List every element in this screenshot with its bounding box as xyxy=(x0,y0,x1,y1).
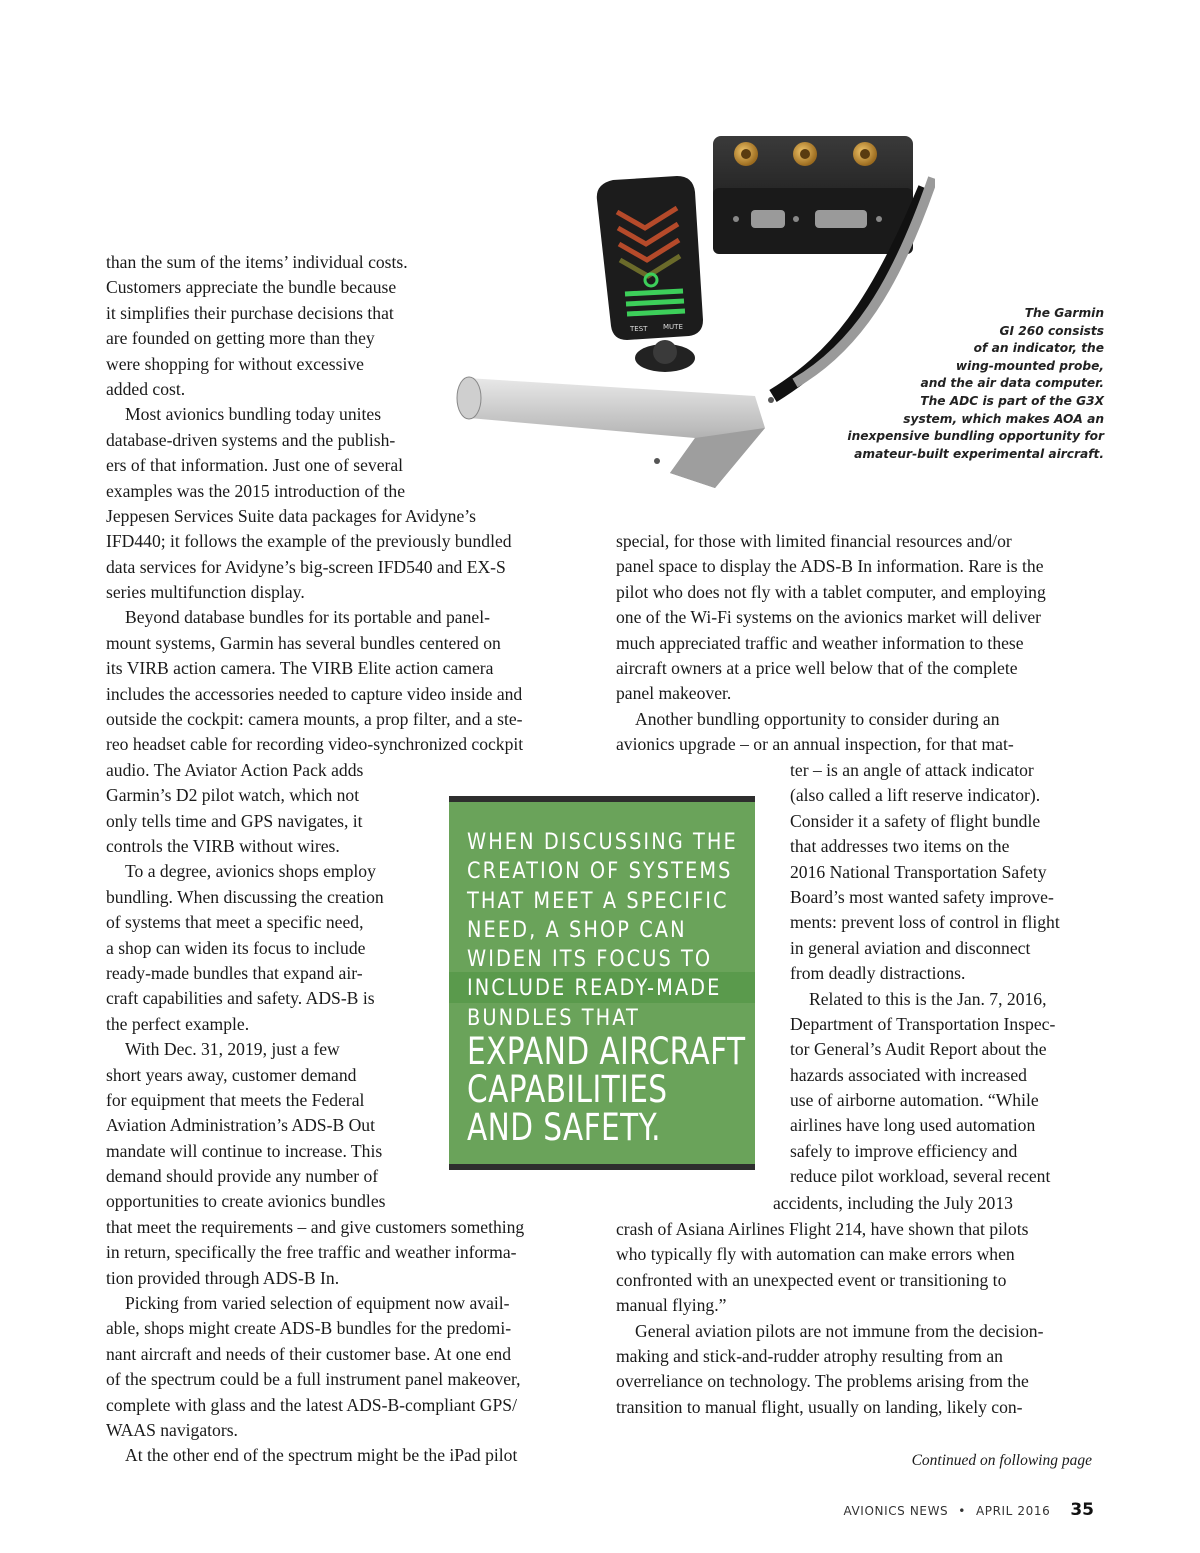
text-line: a shop can widen its focus to include xyxy=(106,937,366,958)
text-line: accidents, including the July 2013 xyxy=(773,1193,1013,1213)
text-line: data services for Avidyne’s big-screen IFD540 and EX-S xyxy=(106,556,506,577)
text-line: ready-made bundles that expand air- xyxy=(106,962,363,983)
text-line: than the sum of the items’ individual costs. xyxy=(106,252,408,272)
caption-line: inexpensive bundling opportunity for xyxy=(847,429,1104,444)
text-line: controls the VIRB without wires. xyxy=(106,835,340,856)
text-line: crash of Asiana Airlines Flight 214, have shown that pilots xyxy=(616,1219,1029,1239)
pull-quote-line: CREATION OF SYSTEMS xyxy=(467,858,733,885)
text-line: that addresses two items on the xyxy=(790,836,1010,857)
text-line: who typically fly with automation can make errors when xyxy=(616,1244,1015,1265)
text-line: panel makeover. xyxy=(616,683,732,704)
caption-line: amateur-built experimental aircraft. xyxy=(854,446,1104,461)
text-line: only tells time and GPS navigates, it xyxy=(106,810,363,831)
pull-quote-emphasis-line: CAPABILITIES xyxy=(467,1068,668,1112)
text-line: reo headset cable for recording video-synchronized cockpit xyxy=(106,734,524,755)
text-line: IFD440; it follows the example of the previously bundled xyxy=(106,531,512,552)
article-right-column-wrap-end xyxy=(773,1191,1013,1216)
indicator-test-button: TEST xyxy=(630,325,648,333)
text-line: craft capabilities and safety. ADS-B is xyxy=(106,988,375,1009)
text-line: audio. The Aviator Action Pack adds xyxy=(106,759,364,780)
pull-quote-line: WHEN DISCUSSING THE xyxy=(467,829,738,855)
text-line: the perfect example. xyxy=(106,1013,250,1034)
text-line: in return, specifically the free traffic and weather informa- xyxy=(106,1242,517,1263)
text-line: that meet the requirements – and give customers something xyxy=(106,1216,525,1237)
caption-line: wing-mounted probe, xyxy=(955,358,1104,373)
article-right-column-wrap xyxy=(790,758,1060,1190)
text-line: series multifunction display. xyxy=(106,582,305,603)
text-line: Related to this is the Jan. 7, 2016, xyxy=(809,988,1047,1009)
text-line: making and stick-and-rudder atrophy resulting from an xyxy=(616,1345,1003,1366)
text-line: ers of that information. Just one of several xyxy=(106,455,404,476)
page-number: 35 xyxy=(1070,1500,1094,1520)
text-line: overreliance on technology. The problems arising from the xyxy=(616,1371,1029,1392)
text-line: Aviation Administration’s ADS-B Out xyxy=(106,1115,375,1136)
text-line: Customers appreciate the bundle because xyxy=(106,277,397,298)
text-line: were shopping for without excessive xyxy=(106,353,364,374)
caption-line: GI 260 consists xyxy=(999,323,1104,338)
text-line: WAAS navigators. xyxy=(106,1419,238,1440)
footer-separator: • xyxy=(958,1504,966,1518)
text-line: hazards associated with increased xyxy=(790,1064,1027,1085)
text-line: ter – is an angle of attack indicator xyxy=(790,760,1034,780)
text-line: it simplifies their purchase decisions that xyxy=(106,302,394,323)
article-right-column-bottom xyxy=(616,1217,1043,1420)
text-line: Beyond database bundles for its portable and panel- xyxy=(125,607,490,628)
text-line: manual flying.” xyxy=(616,1295,727,1316)
pull-quote-line: BUNDLES THAT xyxy=(467,1004,640,1031)
text-line: At the other end of the spectrum might be the iPad pilot xyxy=(125,1445,518,1466)
text-line: safely to improve efficiency and xyxy=(790,1140,1018,1161)
text-line: Board’s most wanted safety improve- xyxy=(790,886,1054,907)
text-line: tor General’s Audit Report about the xyxy=(790,1039,1047,1060)
text-line: airlines have long used automation xyxy=(790,1115,1036,1136)
text-line: Jeppesen Services Suite data packages for Avidyne’s xyxy=(106,505,477,526)
text-line: With Dec. 31, 2019, just a few xyxy=(125,1039,340,1060)
pull-quote-line: THAT MEET A SPECIFIC xyxy=(467,887,729,914)
text-line: added cost. xyxy=(106,378,186,399)
text-line: of systems that meet a specific need, xyxy=(106,912,364,933)
text-line: of the spectrum could be a full instrument panel makeover, xyxy=(106,1369,521,1390)
text-line: one of the Wi-Fi systems on the avionics market will deliver xyxy=(616,607,1042,628)
issue-date: APRIL 2016 xyxy=(975,1504,1051,1518)
text-line: (also called a lift reserve indicator). xyxy=(790,785,1041,806)
pull-quote-line: INCLUDE READY-MADE xyxy=(467,975,722,1002)
text-line: outside the cockpit: camera mounts, a prop filter, and a ste- xyxy=(106,709,523,730)
page-footer xyxy=(843,1500,1094,1520)
text-line: Department of Transportation Inspec- xyxy=(790,1013,1056,1034)
text-line: includes the accessories needed to capture video inside and xyxy=(106,683,523,704)
text-line: complete with glass and the latest ADS-B-compliant GPS/ xyxy=(106,1394,517,1415)
photo-caption xyxy=(774,305,1104,463)
text-line: Picking from varied selection of equipment now avail- xyxy=(125,1293,510,1314)
text-line: tion provided through ADS-B In. xyxy=(106,1267,340,1288)
text-line: nant aircraft and needs of their customer base. At one end xyxy=(106,1343,511,1364)
pull-quote-emphasis-line: AND SAFETY. xyxy=(467,1106,661,1150)
text-line: confronted with an unexpected event or transitioning to xyxy=(616,1269,1007,1290)
text-line: bundling. When discussing the creation xyxy=(106,886,384,907)
caption-line: The ADC is part of the G3X xyxy=(920,393,1104,408)
continued-notice: Continued on following page xyxy=(911,1452,1092,1469)
text-line: use of airborne automation. “While xyxy=(790,1090,1039,1111)
text-line: avionics upgrade – or an annual inspection, for that mat- xyxy=(616,734,1014,755)
text-line: transition to manual flight, usually on landing, likely con- xyxy=(616,1396,1023,1417)
text-line: Most avionics bundling today unites xyxy=(125,404,382,425)
text-line: much appreciated traffic and weather information to these xyxy=(616,632,1024,653)
text-line: aircraft owners at a price well below that of the complete xyxy=(616,657,1018,678)
text-line: Garmin’s D2 pilot watch, which not xyxy=(106,785,360,806)
aoa-indicator xyxy=(597,176,703,372)
text-line: opportunities to create avionics bundles xyxy=(106,1191,386,1212)
caption-line: of an indicator, the xyxy=(973,341,1104,356)
pull-quote-emphasis-line: EXPAND AIRCRAFT xyxy=(467,1030,746,1074)
text-line: Consider it a safety of flight bundle xyxy=(790,810,1041,831)
text-line: in general aviation and disconnect xyxy=(790,937,1031,958)
text-line: short years away, customer demand xyxy=(106,1064,357,1085)
text-line: are founded on getting more than they xyxy=(106,328,375,349)
text-line: its VIRB action camera. The VIRB Elite action camera xyxy=(106,658,494,679)
text-line: able, shops might create ADS-B bundles for the predomi- xyxy=(106,1318,512,1339)
text-line: mount systems, Garmin has several bundles centered on xyxy=(106,632,501,653)
pull-quote-text xyxy=(467,828,815,1150)
text-line: demand should provide any number of xyxy=(106,1166,379,1187)
text-line: database-driven systems and the publish- xyxy=(106,429,396,450)
text-line: for equipment that meets the Federal xyxy=(106,1089,365,1110)
text-line: To a degree, avionics shops employ xyxy=(125,861,376,882)
text-line: ments: prevent loss of control in flight xyxy=(790,912,1060,933)
pull-quote xyxy=(449,796,755,1170)
text-line: panel space to display the ADS-B In information. Rare is the xyxy=(616,556,1044,577)
caption-line: system, which makes AOA an xyxy=(903,411,1104,426)
text-line: 2016 National Transportation Safety xyxy=(790,861,1047,882)
article-right-column-top xyxy=(616,529,1046,758)
pull-quote-line: NEED, A SHOP CAN xyxy=(467,916,687,943)
caption-line: and the air data computer. xyxy=(920,376,1104,391)
publication-name: AVIONICS NEWS xyxy=(843,1504,949,1518)
text-line: pilot who does not fly with a tablet computer, and employing xyxy=(616,581,1046,602)
text-line: from deadly distractions. xyxy=(790,963,966,984)
text-line: examples was the 2015 introduction of the xyxy=(106,480,406,501)
indicator-mute-button: MUTE xyxy=(663,323,683,331)
text-line: mandate will continue to increase. This xyxy=(106,1140,383,1161)
text-line: special, for those with limited financial resources and/or xyxy=(616,531,1012,551)
text-line: Another bundling opportunity to consider during an xyxy=(635,708,1000,729)
air-data-computer xyxy=(713,136,913,254)
caption-line: The Garmin xyxy=(1024,306,1104,320)
pull-quote-line: WIDEN ITS FOCUS TO xyxy=(467,946,713,973)
text-line: reduce pilot workload, several recent xyxy=(790,1166,1051,1187)
text-line: General aviation pilots are not immune from the decision- xyxy=(635,1320,1044,1341)
